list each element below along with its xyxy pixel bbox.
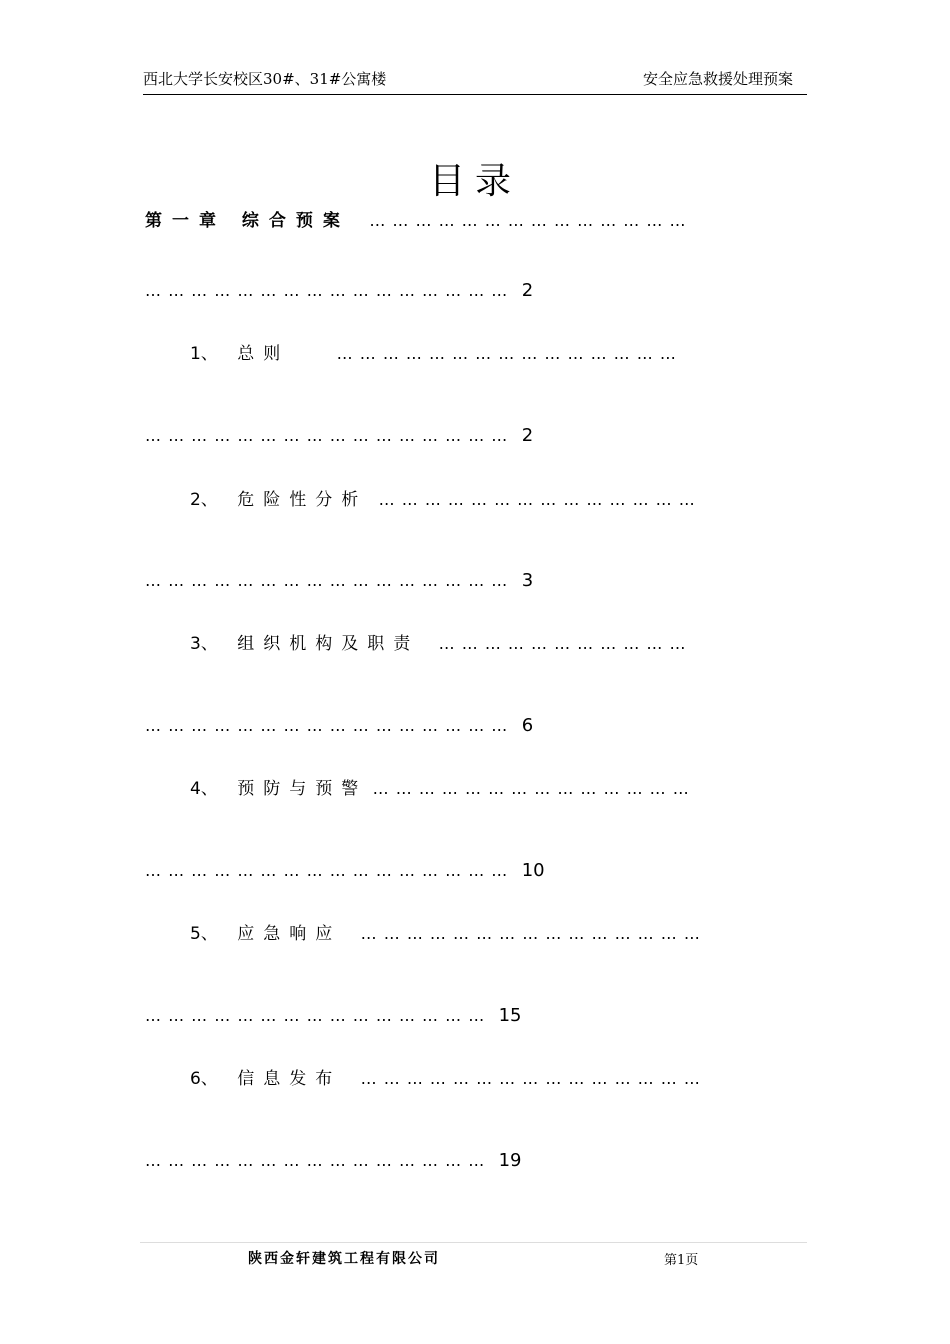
toc-leader-dots: … … … … … … … … … … … … … … <box>372 779 690 798</box>
toc-entry-4[interactable] <box>190 776 690 802</box>
toc-page-number: 6 <box>521 715 534 736</box>
toc-entry-label: 应急响应 <box>237 924 342 944</box>
toc-leader-dots: … … … … … … … … … … … … … … … … <box>145 861 509 880</box>
footer-company-name: 陕西金轩建筑工程有限公司 <box>248 1251 440 1267</box>
toc-entry-number: 2、 <box>190 490 218 510</box>
toc-entry-4-cont <box>145 858 545 884</box>
toc-page-number: 19 <box>498 1150 522 1171</box>
toc-entry-chapter-1-cont <box>145 278 533 304</box>
toc-entry-2[interactable] <box>190 487 696 513</box>
toc-entry-3[interactable] <box>190 631 687 657</box>
toc-entry-6[interactable] <box>190 1066 701 1092</box>
toc-leader-dots: … … … … … … … … … … … … … … … … <box>145 716 509 735</box>
toc-entry-3-cont <box>145 713 533 739</box>
toc-leader-dots: … … … … … … … … … … … … … … … <box>145 1151 486 1170</box>
toc-page-number: 15 <box>498 1005 522 1026</box>
header-document-name: 安全应急救援处理预案 <box>642 70 793 88</box>
toc-entry-number: 6、 <box>190 1069 218 1089</box>
toc-leader-dots: … … … … … … … … … … … … … … … <box>360 924 701 943</box>
toc-entry-number: 1、 <box>190 344 218 364</box>
toc-entry-chapter-1[interactable] <box>145 208 686 234</box>
toc-title: 目录 <box>428 161 521 202</box>
toc-entry-number: 3、 <box>190 634 218 654</box>
toc-page-number: 3 <box>521 570 534 591</box>
toc-leader-dots: … … … … … … … … … … … … … … <box>369 211 687 230</box>
header-project-name: 西北大学长安校区30#、31#公寓楼 <box>143 70 387 88</box>
toc-entry-label: 组织机构及职责 <box>237 634 420 654</box>
toc-leader-dots: … … … … … … … … … … … … … … … <box>336 344 677 363</box>
toc-entry-5-cont <box>145 1003 522 1029</box>
toc-leader-dots: … … … … … … … … … … … … … … … <box>145 1006 486 1025</box>
page-header <box>143 66 807 95</box>
toc-entry-1-cont <box>145 423 533 449</box>
toc-entry-5[interactable] <box>190 921 701 947</box>
toc-leader-dots: … … … … … … … … … … … <box>438 634 687 653</box>
footer-page-number: 第1页 <box>664 1253 699 1268</box>
toc-leader-dots: … … … … … … … … … … … … … … … … <box>145 571 509 590</box>
toc-entry-label: 第一章 综合预案 <box>145 211 350 231</box>
toc-leader-dots: … … … … … … … … … … … … … … <box>378 490 696 509</box>
toc-entry-number: 4、 <box>190 779 218 799</box>
toc-leader-dots: … … … … … … … … … … … … … … … … <box>145 426 509 445</box>
toc-entry-label: 危险性分析 <box>237 490 368 510</box>
toc-page-number: 10 <box>521 860 545 881</box>
footer-divider <box>140 1242 807 1243</box>
toc-entry-2-cont <box>145 568 533 594</box>
toc-entry-label: 预防与预警 <box>237 779 368 799</box>
toc-leader-dots: … … … … … … … … … … … … … … … … <box>145 281 509 300</box>
toc-entry-label: 信息发布 <box>237 1069 342 1089</box>
toc-entry-1[interactable] <box>190 341 677 367</box>
toc-page-number: 2 <box>521 425 534 446</box>
toc-entry-6-cont <box>145 1148 522 1174</box>
toc-entry-label: 总则 <box>237 344 290 364</box>
toc-entry-number: 5、 <box>190 924 218 944</box>
toc-leader-dots: … … … … … … … … … … … … … … … <box>360 1069 701 1088</box>
toc-page-number: 2 <box>521 280 534 301</box>
